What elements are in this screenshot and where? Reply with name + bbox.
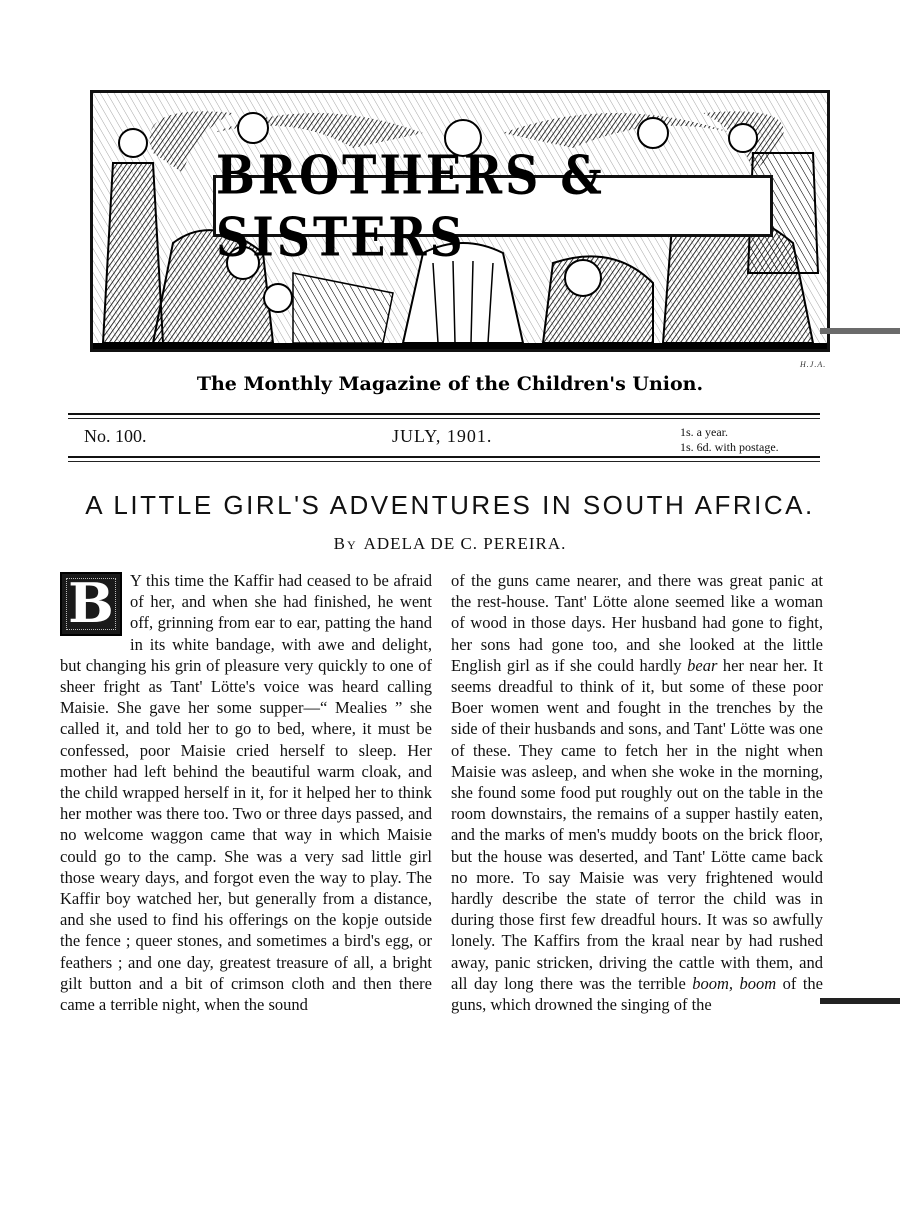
article-byline [0, 534, 900, 554]
price-postage: 1s. 6d. with postage. [680, 440, 779, 454]
top-rule [68, 413, 820, 415]
issue-date: JULY, 1901. [392, 426, 493, 446]
drop-cap: B [60, 572, 122, 636]
masthead-title-banner [213, 143, 773, 269]
article-column-left [60, 570, 432, 1015]
author-name: ADELA DE C. PEREIRA. [363, 534, 567, 553]
left-column-text: Y this time the Kaffir had ceased to be afraid of her, and when she had finished, he went off, grinning from ear to ear, patting the hand in its white bandage, with awe and delight, but changing his grin of pleasure very quickly to one of sheer fright as Tant' Lötte's voice was heard calling Maisie. She gave her some supper—“ Mealies ” she called it, and told her to go to bed, where, it must be confessed, poor Maisie cried herself to sleep. Her mother had left behind the beautiful warm cloak, and the child wrapped herself in it, for it helped her to think her mother was there too. Two or three days passed, and no welcome waggon came that way in which Maisie could go to the camp. She was a very sad little girl those weary days, and forgot even the way to play. The Kaffir boy watched her, but generally from a distance, and she used to find his offerings on the kopje outside the fence ; queer stones, and sometimes a bird's egg, or feathers ; and one day, greatest treasure of all, a bright gilt button and a bit of crimson cloth and then there came a terrible night, when the sound [60, 571, 432, 1015]
top-rule-thin [68, 418, 820, 419]
article-title: A LITTLE GIRL'S ADVENTURES IN SOUTH AFRICA. [85, 490, 815, 520]
bottom-rule [68, 456, 820, 458]
magazine-subtitle: The Monthly Magazine of the Children's Union. [196, 373, 704, 395]
byline-prefix: By [333, 534, 358, 553]
masthead-title: BROTHERS & SISTERS [216, 143, 605, 269]
italic-word-bear: bear [687, 655, 718, 675]
paragraph [60, 570, 432, 1015]
issue-number: No. 100. [84, 426, 147, 446]
italic-word-boom: boom, boom [692, 973, 777, 993]
scan-artifact [820, 328, 900, 334]
right-column-text-2: her near her. It seems dreadful to think of it, but some of these poor Boer women went and fought in the trenches by the side of their husbands and sons, and Tant' Lötte was one of these. They came to fetch her in the night when Maisie was asleep, and when she woke in the morning, she found some food put roughly out on the table in the room downstairs, the remains of a supper hastily eaten, and the marks of men's muddy boots on the brick floor, but the house was deserted, and Tant' Lötte came back no more. To say Maisie was very frightened would hardly describe the state of terror the child was in during those first few dreadful hours. It was so awfully lonely. The Kaffirs from the kraal near by had rushed away, panic stricken, driving the cattle with them, and all day long there was the terrible [451, 655, 824, 993]
subscription-price [680, 425, 779, 455]
bottom-rule-thin [68, 461, 820, 462]
price-year: 1s. a year. [680, 425, 728, 439]
right-column-text-1: of the guns came nearer, and there was great panic at the rest-house. Tant' Lötte alone seemed like a woman of wood in those days. Her husband had gone to fight, her sons had gone too, and she looked at the little English girl as if she could hardly [451, 571, 823, 675]
scan-artifact [820, 998, 900, 1004]
article-column-right [451, 570, 823, 1015]
artist-signature: H.J.A. [800, 360, 827, 369]
masthead-illustration [90, 90, 830, 352]
right-column-text-3: of the guns, which drowned the singing of the [451, 973, 823, 1015]
paragraph [451, 570, 823, 1015]
